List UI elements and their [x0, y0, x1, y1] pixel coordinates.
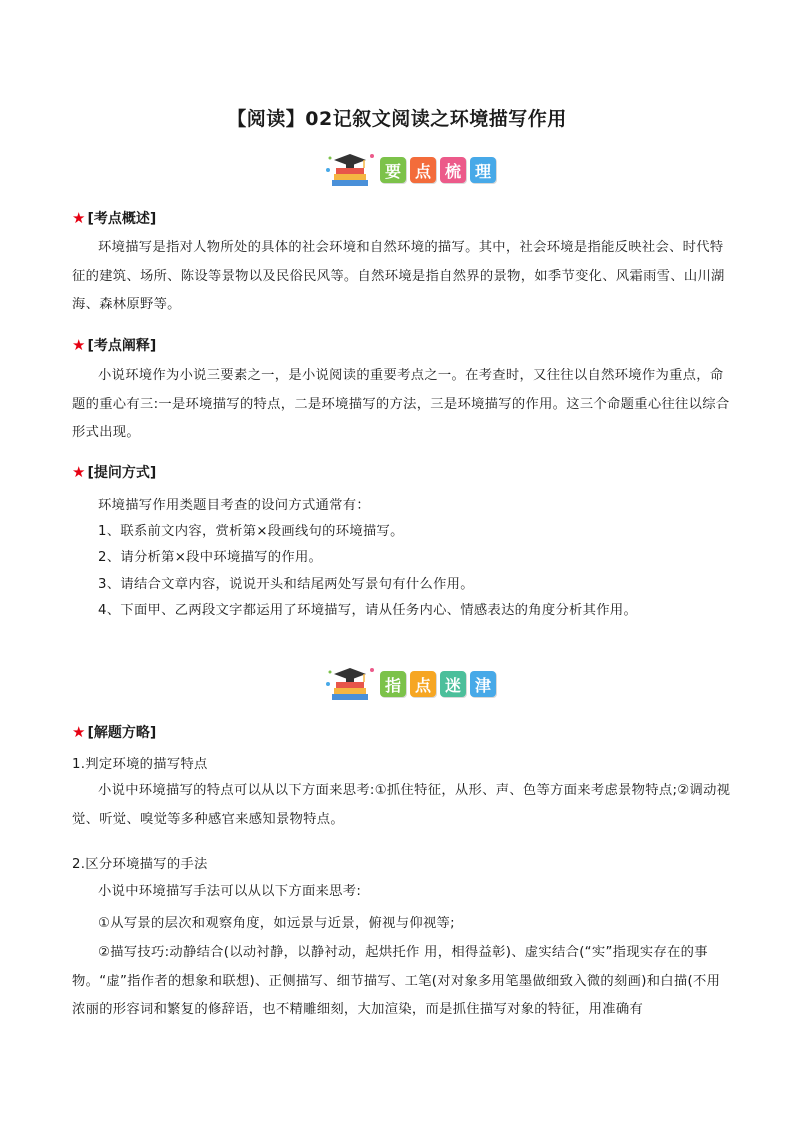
explain-paragraph: 小说环境作为小说三要素之一，是小说阅读的重要考点之一。在考查时，又往往以自然环境作为重点，命题的重心有三:一是环境描写的特点，二是环境描写的方法，三是环境描写的作用。这三个命题重心往往以综合形式出现。 — [72, 368, 730, 440]
heading-strategy — [72, 722, 156, 742]
books-graduation-icon — [324, 150, 376, 190]
strategy-subheading-1: 1.判定环境的描写特点 — [72, 757, 208, 772]
questions-intro: 环境描写作用类题目考查的设问方式通常有： — [98, 498, 370, 513]
heading-questions — [72, 462, 156, 482]
banner-char-2: 点 — [410, 157, 436, 183]
overview-paragraph: 环境描写是指对人物所处的具体的社会环境和自然环境的描写。其中，社会环境是指能反映社会、时代特征的建筑、场所、陈设等景物以及民俗民风等。自然环境是指自然界的景物，如季节变化、风霜雨雪、山川湖海、森林原野等。 — [72, 240, 725, 312]
star-icon: ★ — [72, 723, 86, 741]
banner-char-3: 迷 — [440, 671, 466, 697]
banner-char-3: 梳 — [440, 157, 466, 183]
star-icon: ★ — [72, 463, 86, 481]
strategy-paragraph-3: ①从写景的层次和观察角度，如远景与近景，俯视与仰视等; — [98, 916, 455, 931]
question-item: 2、请分析第×段中环境描写的作用。 — [98, 550, 323, 565]
strategy-paragraph-1: 小说中环境描写的特点可以从以下方面来思考:①抓住特征，从形、声、色等方面来考虑景物特点;②调动视觉、听觉、嗅觉等多种感官来感知景物特点。 — [72, 783, 731, 827]
heading-explain — [72, 335, 156, 355]
section-banner-guidance — [324, 664, 500, 704]
heading-explain-label: [考点阐释] — [87, 338, 157, 354]
star-icon: ★ — [72, 209, 86, 227]
section-banner-key-points — [324, 150, 500, 190]
question-item: 3、请结合文章内容，说说开头和结尾两处写景句有什么作用。 — [98, 577, 474, 592]
question-item: 4、下面甲、乙两段文字都运用了环境描写，请从任务内心、情感表达的角度分析其作用。 — [98, 603, 638, 618]
banner-char-1: 要 — [380, 157, 406, 183]
banner-char-4: 津 — [470, 671, 496, 697]
question-item: 1、联系前文内容，赏析第×段画线句的环境描写。 — [98, 524, 404, 539]
strategy-paragraph-4: ②描写技巧:动静结合(以动衬静，以静衬动，起烘托作 用，相得益彰)、虚实结合(“实”指现实存在的事物。“虚”指作者的想象和联想)、正侧描写、细节描写、工笔(对对象多用笔墨做细致入微的刻画)和白描(不用浓丽的形容词和繁复的修辞语，也不精雕细刻，大加渲染，而是抓住描写对象的特征，用准确有 — [72, 945, 721, 1017]
banner-char-4: 理 — [470, 157, 496, 183]
banner-char-2: 点 — [410, 671, 436, 697]
page-title: 【阅读】02记叙文阅读之环境描写作用 — [227, 108, 567, 130]
strategy-subheading-2: 2.区分环境描写的手法 — [72, 857, 208, 872]
heading-overview — [72, 208, 156, 228]
banner-char-1: 指 — [380, 671, 406, 697]
books-graduation-icon — [324, 664, 376, 704]
heading-questions-label: [提问方式] — [87, 465, 157, 481]
heading-overview-label: [考点概述] — [87, 211, 157, 227]
strategy-paragraph-2: 小说中环境描写手法可以从以下方面来思考: — [98, 884, 362, 899]
star-icon: ★ — [72, 336, 86, 354]
heading-strategy-label: [解题方略] — [87, 725, 157, 741]
